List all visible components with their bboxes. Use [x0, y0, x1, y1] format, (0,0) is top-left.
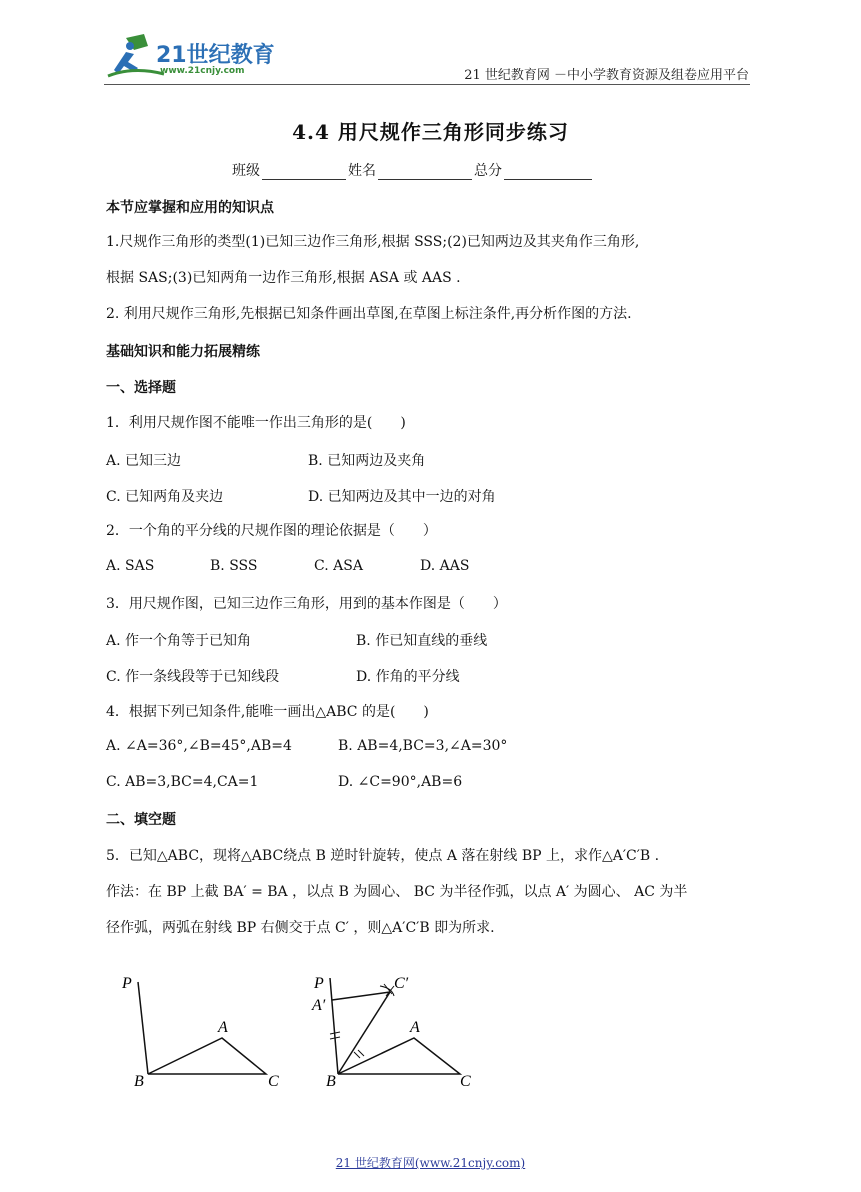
q2-option-c[interactable]: C. ASA [314, 558, 363, 574]
q3-option-a[interactable]: A. 作一个角等于已知角 [106, 633, 252, 649]
knowledge-point-2: 2. 利用尺规作三角形,先根据已知条件画出草图,在草图上标注条件,再分析作图的方法. [106, 306, 632, 322]
fill-section-heading: 二、填空题 [106, 812, 176, 828]
knowledge-point-1-line-1: 1.尺规作三角形的类型(1)已知三边作三角形,根据 SSS;(2)已知两边及其夹角作三角形, [106, 234, 640, 250]
label-c: C [460, 1073, 471, 1090]
class-blank[interactable] [262, 165, 346, 180]
question-3-stem: 3．用尺规作图，已知三边作三角形，用到的基本作图是（ ） [106, 596, 507, 612]
label-c-prime: C′ [394, 975, 409, 992]
knowledge-point-1-line-2: 根据 SAS;(3)已知两角一边作三角形,根据 ASA 或 AAS . [106, 270, 461, 286]
name-label: 姓名 [348, 163, 376, 179]
ray-bp [330, 978, 338, 1074]
q3-option-b[interactable]: B. 作已知直线的垂线 [356, 633, 488, 649]
question-1-stem: 1．利用尺规作图不能唯一作出三角形的是( ) [106, 415, 406, 431]
tick-mark-4 [358, 1050, 364, 1056]
logo-url: www.21cnjy.com [160, 66, 245, 76]
label-a: A [218, 1019, 228, 1036]
q2-option-a[interactable]: A. SAS [106, 558, 155, 574]
score-label: 总分 [474, 163, 502, 179]
q3-option-c[interactable]: C. 作一条线段等于已知线段 [106, 669, 280, 685]
triangle-abc [148, 1038, 266, 1074]
page-title: 4.4 用尺规作三角形同步练习 [292, 120, 569, 144]
question-5-line-2: 作法：在 BP 上截 BA′ = BA ，以点 B 为圆心、 BC 为半径作弧，以点 A′ 为圆心、 AC 为半 [106, 884, 688, 900]
practice-heading: 基础知识和能力拓展精练 [106, 344, 260, 360]
figure-1-triangle-abc [110, 966, 290, 1092]
label-p: P [122, 975, 132, 992]
question-2-stem: 2．一个角的平分线的尺规作图的理论依据是（ ） [106, 523, 437, 539]
header-divider [104, 84, 750, 85]
question-5-line-3: 径作弧，两弧在射线 BP 右侧交于点 C′ ，则△A′C′B 即为所求. [106, 920, 495, 936]
question-5-line-1: 5．已知△ABC，现将△ABC绕点 B 逆时针旋转，使点 A 落在射线 BP 上，求作△A′C′B . [106, 848, 660, 864]
class-label: 班级 [232, 163, 260, 179]
q2-option-b[interactable]: B. SSS [210, 558, 258, 574]
student-info-row [232, 160, 594, 180]
score-blank[interactable] [504, 165, 592, 180]
name-blank[interactable] [378, 165, 472, 180]
site-logo [104, 30, 284, 82]
logo-text: 21世纪教育 [156, 43, 275, 68]
ray-bp [138, 982, 148, 1074]
q4-option-c[interactable]: C. AB=3,BC=4,CA=1 [106, 774, 259, 790]
choice-section-heading: 一、选择题 [106, 380, 176, 396]
q1-option-c[interactable]: C. 已知两角及夹边 [106, 489, 224, 505]
q4-option-a[interactable]: A. ∠A=36°,∠B=45°,AB=4 [106, 738, 292, 754]
tick-mark-3 [354, 1052, 360, 1058]
label-a-prime: A′ [312, 997, 326, 1014]
figure-2-rotated-triangle [306, 966, 486, 1092]
label-b: B [134, 1073, 144, 1090]
q4-option-d[interactable]: D. ∠C=90°,AB=6 [338, 774, 463, 790]
q2-option-d[interactable]: D. AAS [420, 558, 470, 574]
segment-a-prime-c-prime [332, 992, 390, 1000]
footer-link[interactable]: 21 世纪教育网(www.21cnjy.com) [335, 1156, 526, 1170]
label-p: P [314, 975, 324, 992]
q1-option-a[interactable]: A. 已知三边 [106, 453, 182, 469]
q4-option-b[interactable]: B. AB=4,BC=3,∠A=30° [338, 738, 508, 754]
label-a: A [410, 1019, 420, 1036]
label-c: C [268, 1073, 279, 1090]
label-b: B [326, 1073, 336, 1090]
knowledge-heading: 本节应掌握和应用的知识点 [106, 200, 274, 216]
q1-option-d[interactable]: D. 已知两边及其中一边的对角 [308, 489, 496, 505]
triangle-abc [338, 1038, 460, 1074]
q1-option-b[interactable]: B. 已知两边及夹角 [308, 453, 426, 469]
q3-option-d[interactable]: D. 作角的平分线 [356, 669, 460, 685]
header-site-name: 21 世纪教育网 －中小学教育资源及组卷应用平台 [464, 68, 749, 83]
question-4-stem: 4．根据下列已知条件,能唯一画出△ABC 的是( ) [106, 704, 429, 720]
